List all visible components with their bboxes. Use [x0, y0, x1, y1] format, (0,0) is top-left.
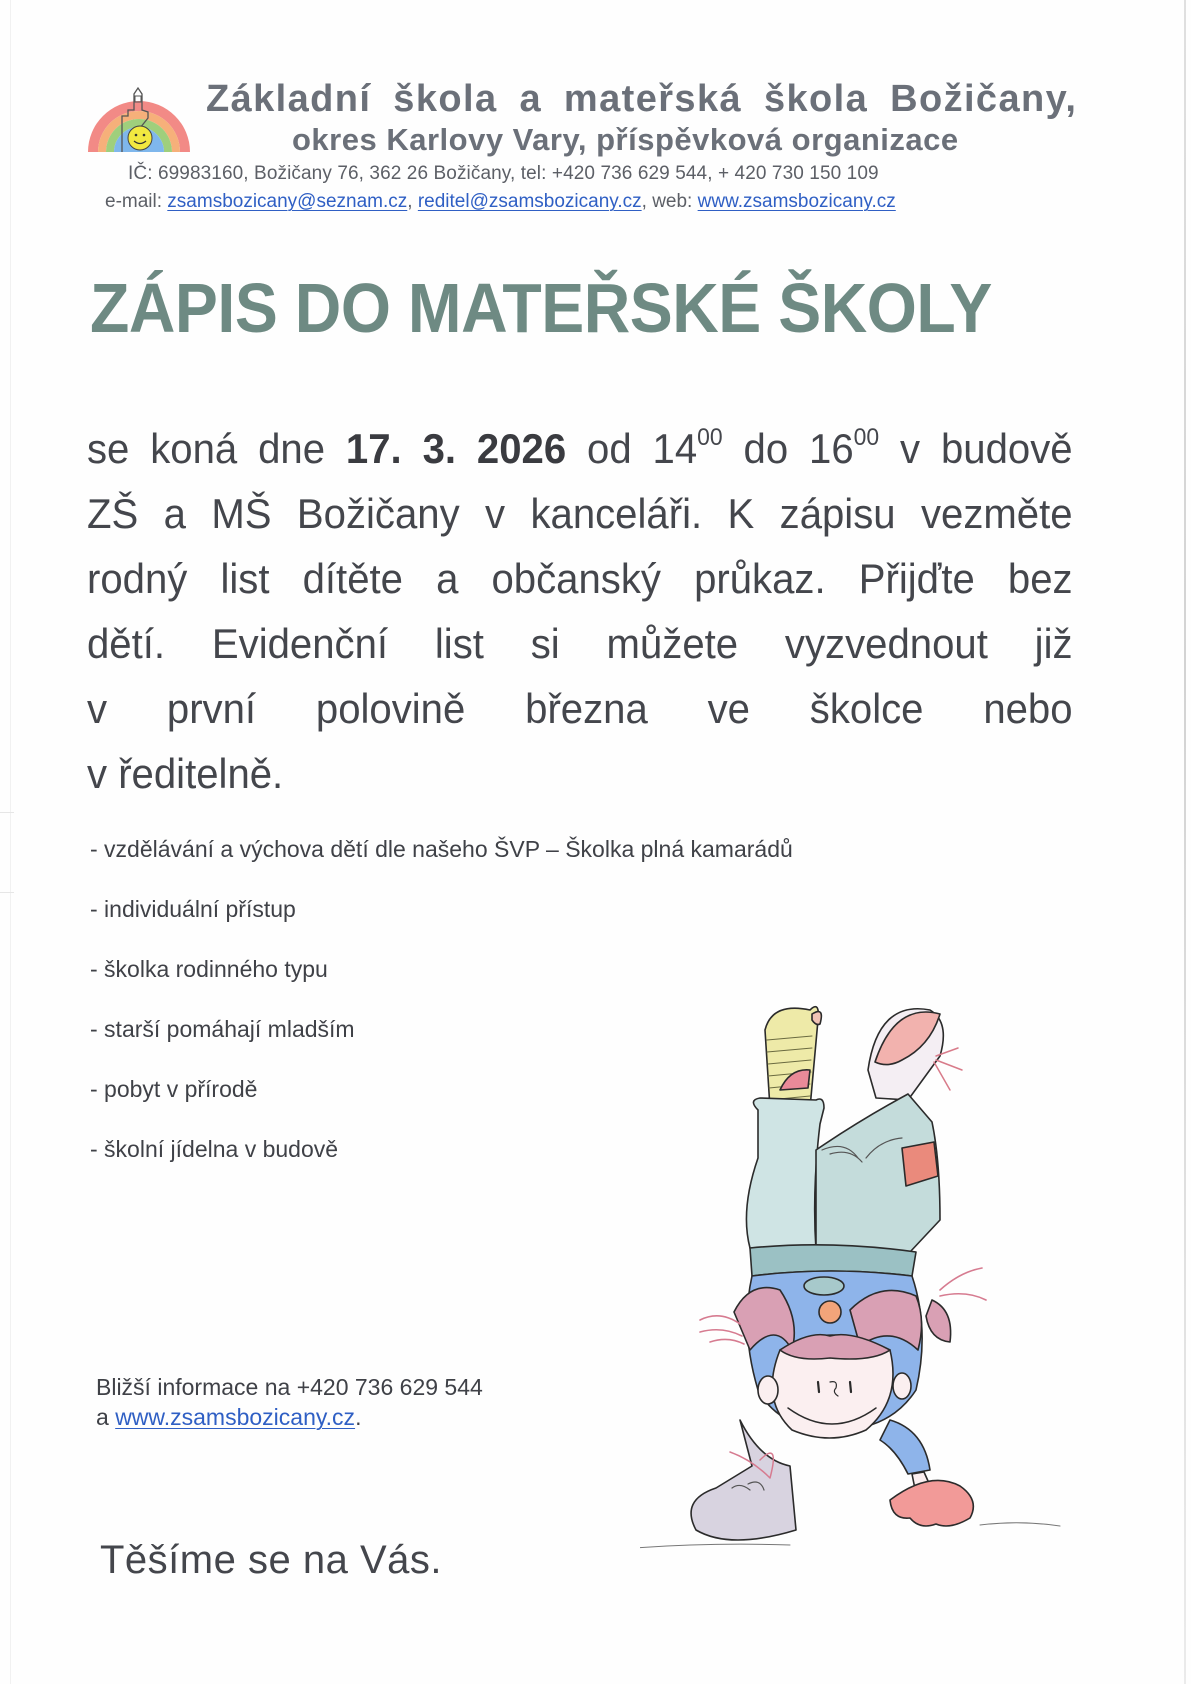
- announcement-prefix: se koná dne: [87, 425, 346, 472]
- more-info-phone: Bližší informace na +420 736 629 544: [96, 1374, 483, 1400]
- announcement-line-4: dětí. Evidenční list si můžete vyzvednout již: [87, 620, 1073, 667]
- web-link[interactable]: www.zsamsbozicany.cz: [697, 191, 896, 212]
- scan-mark: [0, 892, 14, 893]
- contact-line: IČ: 69983160, Božičany 76, 362 26 Božičany, tel: +420 736 629 544, + 420 730 150 109: [128, 163, 879, 184]
- school-subtitle: okres Karlovy Vary, příspěvková organizace: [292, 122, 959, 157]
- announcement-line-2: ZŠ a MŠ Božičany v kanceláři. K zápisu vezměte: [87, 490, 1073, 537]
- email-separator: ,: [407, 191, 418, 212]
- more-info-prefix: a: [96, 1404, 116, 1430]
- time-from: od 14: [566, 425, 698, 472]
- closing-text: Těšíme se na Vás.: [100, 1538, 442, 1582]
- announcement-line-6: v ředitelně.: [87, 750, 284, 797]
- list-item: - školka rodinného typu: [90, 956, 328, 982]
- announcement-line-1: [87, 416, 1073, 481]
- announcement-paragraph: [87, 416, 1073, 806]
- list-item: - vzdělávání a výchova dětí dle našeho ŠVP – Školka plná kamarádů: [90, 836, 793, 862]
- announcement-line-1-suffix: v budově: [879, 425, 1073, 472]
- time-from-minutes: 00: [697, 424, 723, 451]
- more-info-suffix: .: [355, 1404, 362, 1430]
- scan-mark: [0, 812, 14, 813]
- web-label: , web:: [641, 191, 698, 212]
- school-name: Základní škola a mateřská škola Božičany,: [206, 78, 1078, 120]
- email-link-2[interactable]: reditel@zsamsbozicany.cz: [417, 191, 642, 212]
- more-info: [96, 1372, 483, 1432]
- scan-edge-right: [1184, 0, 1186, 1684]
- email-label: e-mail:: [105, 191, 168, 212]
- announcement-line-5: v první polovině března ve školce nebo: [87, 685, 1073, 732]
- list-item: - starší pomáhají mladším: [90, 1016, 355, 1042]
- page-title: ZÁPIS DO MATEŘSKÉ ŠKOLY: [90, 269, 992, 347]
- enrollment-date: 17. 3. 2026: [345, 425, 567, 472]
- more-info-web-line: [96, 1402, 483, 1432]
- email-link-1[interactable]: zsamsbozicany@seznam.cz: [167, 191, 408, 212]
- time-to-minutes: 00: [853, 424, 880, 451]
- email-line: [105, 191, 896, 213]
- list-item: - školní jídelna v budově: [90, 1136, 339, 1162]
- scan-edge-left: [10, 0, 11, 1684]
- list-item: - pobyt v přírodě: [90, 1076, 258, 1102]
- list-item: - individuální přístup: [90, 896, 296, 922]
- school-logo-icon: [84, 82, 194, 154]
- more-info-web-link[interactable]: www.zsamsbozicany.cz: [115, 1404, 356, 1430]
- announcement-line-3: rodný list dítěte a občanský průkaz. Přijďte bez: [87, 555, 1073, 602]
- time-to: do 16: [722, 425, 854, 472]
- child-handstand-illustration-icon: [640, 990, 1080, 1550]
